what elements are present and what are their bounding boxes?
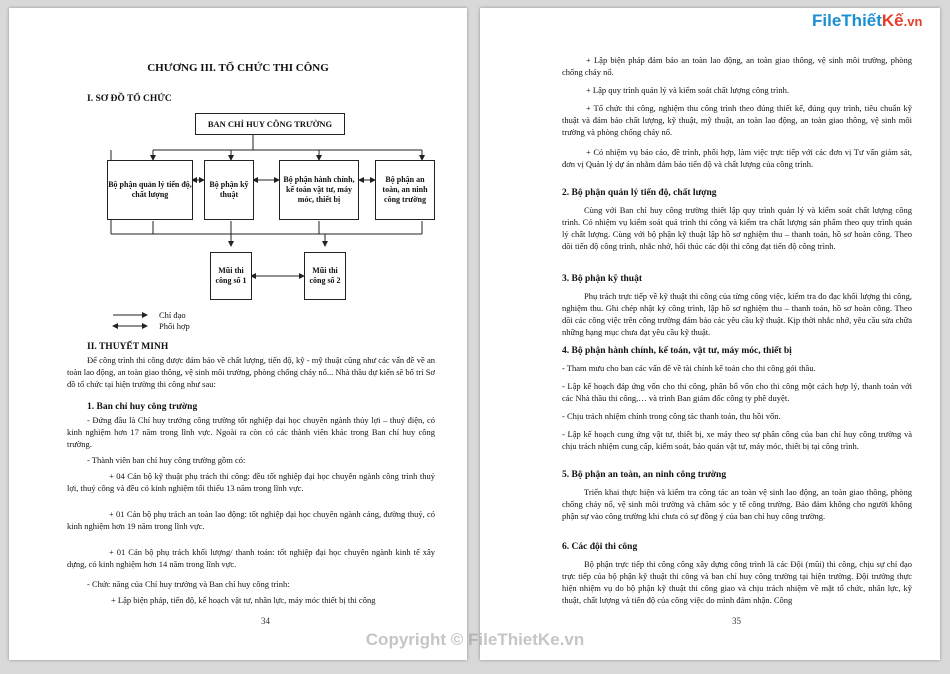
paragraph: + 01 Cán bộ phụ trách khối lượng/ thanh toán: tốt nghiệp đại học chuyên ngành kinh tế xây dựng, có kinh nghiệm hơn 14 năm trong lĩnh vực. <box>67 547 435 569</box>
paragraph: - Lập kế hoạch đáp ứng vốn cho thi công, phân bổ vốn cho thi công một cách hợp lý, thanh toán với các Nhà thầu thi công,… và trình Ban giám đốc công ty phê duyệt. <box>562 381 912 403</box>
org-box-command: BAN CHỈ HUY CÔNG TRƯỜNG <box>195 113 345 135</box>
paragraph: + Có nhiệm vụ báo cáo, đề trình, phối hợp, làm việc trực tiếp với các đơn vị Tư vấn giám sát, đơn vị Quản lý dự án nhằm đảm bảo tiến độ và chất lượng của công trình. <box>562 147 912 169</box>
heading-command-board: 1. Ban chỉ huy công trường <box>87 402 198 412</box>
page-number: 34 <box>261 616 270 626</box>
paragraph: + Lập quy trình quản lý và kiểm soát chất lượng công trình. <box>586 85 789 95</box>
logo-ke: Kế <box>881 11 904 30</box>
section-org-chart: I. SƠ ĐỒ TỔ CHỨC <box>87 94 172 104</box>
filethietke-logo <box>812 11 922 31</box>
paragraph: - Chịu trách nhiệm chính trong công tác thanh toán, thu hồi vốn. <box>562 411 781 421</box>
paragraph: - Tham mưu cho ban các vấn đề về tài chính kế toán cho thi công gói thầu. <box>562 363 816 373</box>
paragraph: Cùng với Ban chỉ huy công trường thiết lập quy trình quản lý và kiểm soát chất lượng công trình. Có nhiệm vụ kiểm soát quá trình thi công và kiểm tra chất lượng sản phẩm theo quy trình quản lý chất lượng. Cùng với bộ phận kỹ thuật lập hồ sơ nghiệm thu – thanh toán, hồ sơ hoàn công. Theo dõi tiến độ công trình, nhắc nhở, hối thúc các đội thi công đạt tiến độ công trình. <box>562 205 912 251</box>
org-box-admin-accounting: Bộ phận hành chính, kế toán vật tư, máy móc, thiết bị <box>279 160 359 220</box>
paragraph: Phụ trách trực tiếp về kỹ thuật thi công của từng công việc, kiểm tra đo đạc khối lượng thi công, nghiệm thu. Ghi chép nhật ký công trình, lập hồ sơ nghiệm thu – thanh toán, hồ sơ hoàn công. Theo dõi các công việc trên công trường đảm bảo các yêu cầu kỹ thuật. Kịp thời nhắc nhở, yêu cầu sửa chữa những hạng mục chưa đạt yêu cầu kỹ thuật. <box>562 291 912 337</box>
legend-coordinate: Phối hợp <box>159 321 190 331</box>
paragraph: + 04 Cán bộ kỹ thuật phụ trách thi công: đều tốt nghiệp đại học chuyên ngành công trình thuỷ lợi, thuỷ công và đều có kinh nghiệm tối thiểu 13 năm trong lĩnh vực. <box>67 471 435 493</box>
logo-vn: .vn <box>903 13 923 29</box>
paragraph: - Lập kế hoạch cung ứng vật tư, thiết bị, xe máy theo sự phân công của ban chỉ huy công trường và chịu trách nhiệm cung cấp, kiểm soát, bảo quản vật tư, máy móc, thiết bị tại công trình. <box>562 429 912 451</box>
org-box-progress-quality: Bộ phận quản lý tiến độ, chất lượng <box>107 160 193 220</box>
paragraph: - Đứng đầu là Chỉ huy trưởng công trường tốt nghiệp đại học chuyên ngành thủy lợi – thuỷ điện, có kinh nghiệm hơn 17 năm trong lĩnh vực. Ngoài ra còn có các thành viên khác trong Ban chỉ huy công trường. <box>67 415 435 449</box>
paragraph: + Lập biện pháp đảm bảo an toàn lao động, an toàn giao thông, vệ sinh môi trường, phòng chống cháy nổ. <box>562 55 912 77</box>
paragraph: - Chức năng của Chỉ huy trưởng và Ban chỉ huy công trình: <box>87 579 290 589</box>
org-box-safety-security: Bộ phận an toàn, an ninh công trường <box>375 160 435 220</box>
heading-safety: 5. Bộ phận an toàn, an ninh công trường <box>562 470 727 480</box>
page-34 <box>9 8 467 660</box>
paragraph: + Tổ chức thi công, nghiệm thu công trình theo đúng thiết kế, đúng quy trình, tiêu chuẩn kỹ thuật và đảm bảo chất lượng, kỹ thuật, mỹ thuật, an toàn lao động, an toàn giao thông, vệ sinh môi trường và phòng chống cháy nổ. <box>562 103 912 137</box>
org-box-crew-1: Mũi thi công số 1 <box>210 252 252 300</box>
legend-direct: Chỉ đạo <box>159 310 186 320</box>
paragraph: - Thành viên ban chỉ huy công trường gồm có: <box>87 455 246 465</box>
page-35 <box>480 8 940 660</box>
org-box-crew-2: Mũi thi công số 2 <box>304 252 346 300</box>
page-number: 35 <box>732 616 741 626</box>
logo-thiet: Thiết <box>841 11 882 30</box>
heading-admin: 4. Bộ phận hành chính, kế toán, vật tư, máy móc, thiết bị <box>562 346 792 356</box>
paragraph: + Lập biện pháp, tiến độ, kế hoạch vật tư, nhân lực, máy móc thiết bị thi công <box>111 595 376 605</box>
section-explanation: II. THUYẾT MINH <box>87 342 169 352</box>
paragraph: Để công trình thi công được đảm bảo về chất lượng, tiến độ, kỹ - mỹ thuật cũng như các vấn đề về an toàn lao động, an toàn giao thông, vệ sinh môi trường, phòng chống cháy nổ... Nhà thầu dự kiến sẽ bố trí Sơ đồ tổ chức tại hiện trường thi công như sau: <box>67 355 435 389</box>
chapter-title: CHƯƠNG III. TỔ CHỨC THI CÔNG <box>147 62 329 74</box>
paragraph: Bộ phận trực tiếp thi công công xây dựng công trình là các Đội (mũi) thi công, chịu sự chỉ đạo trực tiếp của bộ phận kỹ thuật thi công và ban chỉ huy công trường tại hiện trường. Đội trưởng thực hiện nhiệm vụ do bộ phận kỹ thuật thi công giao và chịu trách nhiệm về mặt tổ chức, nhân lực, kỹ thuật, chất lượng và tiến độ của công việc do mình đảm nhận. Công <box>562 559 912 605</box>
copyright-watermark: Copyright © FileThietKe.vn <box>365 630 585 649</box>
paragraph: + 01 Cán bộ phụ trách an toàn lao động: tốt nghiệp đại học chuyên ngành cảng, đường thuỷ, có kinh nghiệm hơn 19 năm trong lĩnh vực. <box>67 509 435 531</box>
heading-crews: 6. Các đội thi công <box>562 542 638 552</box>
org-box-technical: Bộ phận kỹ thuật <box>204 160 254 220</box>
paragraph: Triển khai thực hiện và kiểm tra công tác an toàn vệ sinh lao động, an toàn giao thông, phòng chống cháy nổ, vệ sinh môi trường và chăm sóc y tế công trường. Bảo đảm không cho người không phận sự vào công trường khi chưa có sự đồng ý của ban chỉ huy công trường. <box>562 487 912 521</box>
heading-technical: 3. Bộ phận kỹ thuật <box>562 274 642 284</box>
logo-file: File <box>812 11 842 30</box>
heading-progress-quality: 2. Bộ phận quản lý tiến độ, chất lượng <box>562 188 717 198</box>
